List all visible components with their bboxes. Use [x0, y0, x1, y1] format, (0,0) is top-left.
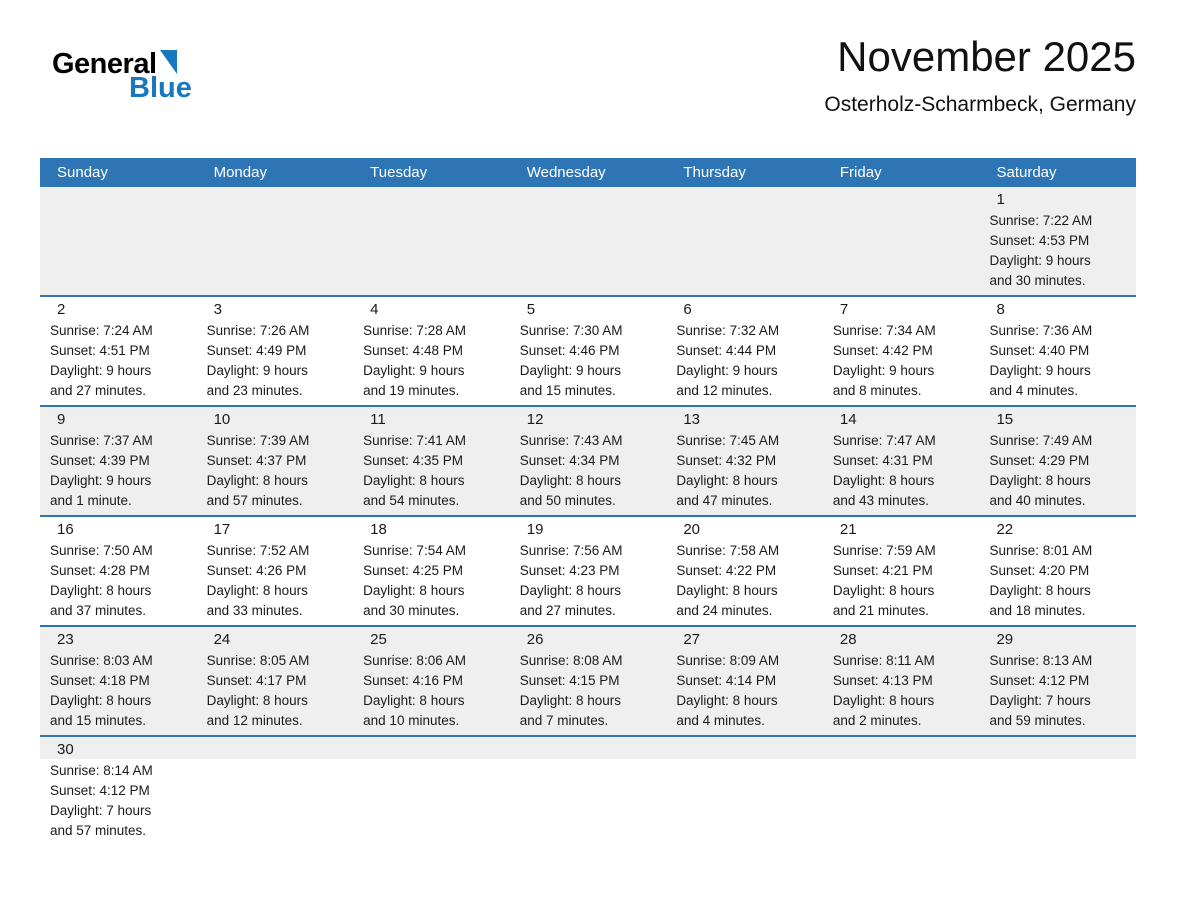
day-cell — [823, 517, 980, 625]
day-cell — [979, 407, 1136, 515]
logo-text-general: General — [52, 48, 157, 80]
day-cell — [666, 627, 823, 735]
day-number: 13 — [683, 411, 700, 428]
daylight-line-1: Daylight: 8 hours — [519, 693, 622, 708]
daylight-line-1: Daylight: 8 hours — [676, 583, 778, 598]
day-number: 25 — [370, 631, 387, 648]
sunset-text: Sunset: 4:40 PM — [989, 343, 1090, 358]
daylight-line-2: and 27 minutes. — [519, 603, 616, 618]
empty-day-cell — [823, 737, 980, 845]
daylight-line-2: and 7 minutes. — [519, 713, 609, 728]
daylight-line-1: Daylight: 8 hours — [832, 583, 935, 598]
sunset-text: Sunset: 4:39 PM — [50, 453, 150, 468]
day-number: 2 — [57, 301, 66, 318]
day-cell — [40, 737, 197, 845]
day-number: 14 — [839, 411, 857, 428]
weekday-label: Monday — [213, 164, 267, 181]
sunset-text: Sunset: 4:53 PM — [989, 233, 1090, 248]
weekday-label: Friday — [839, 164, 882, 181]
sunset-text: Sunset: 4:18 PM — [50, 673, 150, 688]
day-cell — [353, 517, 510, 625]
calendar — [40, 158, 1136, 845]
day-cell — [510, 297, 667, 405]
daylight-line-1: Daylight: 8 hours — [989, 583, 1091, 598]
empty-day-cell — [353, 737, 510, 845]
sunrise-text: Sunrise: 8:06 AM — [363, 653, 466, 668]
day-cell — [40, 297, 197, 405]
daylight-line-2: and 57 minutes. — [50, 823, 147, 838]
daylight-line-2: and 12 minutes. — [676, 383, 773, 398]
sunrise-text: Sunrise: 7:32 AM — [676, 323, 780, 338]
day-number: 23 — [57, 631, 74, 648]
sunrise-text: Sunrise: 7:49 AM — [989, 433, 1093, 448]
sunset-text: Sunset: 4:29 PM — [989, 453, 1090, 468]
week-row — [40, 735, 1136, 845]
daylight-line-2: and 33 minutes. — [206, 603, 303, 618]
daylight-line-1: Daylight: 9 hours — [832, 363, 935, 378]
daylight-line-1: Daylight: 8 hours — [676, 693, 778, 708]
daylight-line-1: Daylight: 9 hours — [989, 253, 1091, 268]
sunset-text: Sunset: 4:28 PM — [50, 563, 150, 578]
sunrise-text: Sunrise: 8:08 AM — [519, 653, 623, 668]
sunrise-text: Sunrise: 7:41 AM — [363, 433, 466, 448]
day-number: 6 — [683, 301, 692, 318]
daylight-line-1: Daylight: 8 hours — [206, 473, 308, 488]
sunset-text: Sunset: 4:46 PM — [519, 343, 620, 358]
day-number: 10 — [213, 411, 231, 428]
daylight-line-1: Daylight: 8 hours — [206, 693, 308, 708]
sunrise-text: Sunrise: 7:37 AM — [50, 433, 153, 448]
daylight-line-1: Daylight: 8 hours — [363, 583, 465, 598]
daylight-line-2: and 24 minutes. — [676, 603, 773, 618]
week-row — [40, 405, 1136, 515]
day-number: 3 — [213, 301, 222, 318]
sunrise-text: Sunrise: 8:14 AM — [50, 763, 153, 778]
daylight-line-2: and 15 minutes. — [50, 713, 147, 728]
day-cell — [40, 627, 197, 735]
day-number: 27 — [683, 631, 700, 648]
daylight-line-2: and 4 minutes. — [989, 383, 1079, 398]
month-title: November 2025 — [837, 33, 1136, 80]
daylight-line-1: Daylight: 8 hours — [519, 583, 622, 598]
empty-day-cell — [510, 187, 667, 295]
sunrise-text: Sunrise: 8:11 AM — [832, 653, 935, 668]
weekday-label: Saturday — [996, 164, 1057, 181]
daylight-line-1: Daylight: 9 hours — [50, 473, 152, 488]
daylight-line-2: and 15 minutes. — [519, 383, 616, 398]
sunrise-text: Sunrise: 8:05 AM — [206, 653, 310, 668]
daylight-line-1: Daylight: 9 hours — [206, 363, 308, 378]
calendar-weeks — [40, 187, 1136, 845]
daylight-line-2: and 10 minutes. — [363, 713, 460, 728]
sunset-text: Sunset: 4:44 PM — [676, 343, 777, 358]
daylight-line-1: Daylight: 8 hours — [519, 473, 622, 488]
daylight-line-1: Daylight: 8 hours — [676, 473, 778, 488]
logo-text-blue: Blue — [129, 72, 192, 104]
daylight-line-1: Daylight: 9 hours — [989, 363, 1091, 378]
day-number: 8 — [996, 301, 1005, 318]
daylight-line-1: Daylight: 8 hours — [363, 473, 465, 488]
sunset-text: Sunset: 4:34 PM — [519, 453, 620, 468]
empty-day-cell — [666, 187, 823, 295]
sunrise-text: Sunrise: 7:59 AM — [832, 543, 936, 558]
day-number: 12 — [526, 411, 544, 428]
daylight-line-2: and 40 minutes. — [989, 493, 1086, 508]
sunrise-text: Sunrise: 7:36 AM — [989, 323, 1093, 338]
daylight-line-1: Daylight: 9 hours — [676, 363, 778, 378]
day-number: 26 — [526, 631, 544, 648]
day-cell — [510, 517, 667, 625]
day-cell — [823, 297, 980, 405]
day-number: 24 — [213, 631, 231, 648]
sunset-text: Sunset: 4:14 PM — [676, 673, 777, 688]
day-number: 28 — [839, 631, 857, 648]
daylight-line-2: and 19 minutes. — [363, 383, 460, 398]
general-blue-logo — [52, 50, 192, 102]
daylight-line-2: and 4 minutes. — [676, 713, 765, 728]
day-number: 11 — [370, 411, 386, 428]
day-number: 29 — [996, 631, 1014, 648]
empty-day-cell — [40, 187, 197, 295]
daylight-line-2: and 18 minutes. — [989, 603, 1086, 618]
sunset-text: Sunset: 4:25 PM — [363, 563, 463, 578]
sunrise-text: Sunrise: 7:47 AM — [832, 433, 936, 448]
sunset-text: Sunset: 4:12 PM — [50, 783, 150, 798]
day-cell — [979, 517, 1136, 625]
daylight-line-1: Daylight: 8 hours — [989, 473, 1091, 488]
sunrise-text: Sunrise: 8:09 AM — [676, 653, 780, 668]
week-row — [40, 515, 1136, 625]
daylight-line-2: and 47 minutes. — [676, 493, 773, 508]
daylight-line-2: and 30 minutes. — [363, 603, 460, 618]
daylight-line-1: Daylight: 7 hours — [989, 693, 1091, 708]
day-cell — [979, 297, 1136, 405]
title-block — [824, 34, 1136, 117]
day-number: 15 — [996, 411, 1014, 428]
day-number: 18 — [370, 521, 387, 538]
day-cell — [353, 627, 510, 735]
sunset-text: Sunset: 4:26 PM — [206, 563, 307, 578]
sunrise-text: Sunrise: 7:50 AM — [50, 543, 153, 558]
empty-day-cell — [823, 187, 980, 295]
daylight-line-1: Daylight: 9 hours — [519, 363, 622, 378]
sunrise-text: Sunrise: 8:01 AM — [989, 543, 1093, 558]
day-number: 21 — [839, 521, 857, 538]
daylight-line-1: Daylight: 8 hours — [50, 693, 152, 708]
daylight-line-2: and 8 minutes. — [832, 383, 922, 398]
day-cell — [823, 627, 980, 735]
empty-day-cell — [197, 187, 354, 295]
daylight-line-2: and 37 minutes. — [50, 603, 147, 618]
day-number: 7 — [839, 301, 849, 318]
sunset-text: Sunset: 4:16 PM — [363, 673, 463, 688]
sunset-text: Sunset: 4:32 PM — [676, 453, 777, 468]
sunrise-text: Sunrise: 7:54 AM — [363, 543, 466, 558]
daylight-line-1: Daylight: 8 hours — [206, 583, 308, 598]
sunset-text: Sunset: 4:49 PM — [206, 343, 307, 358]
sunrise-text: Sunrise: 7:39 AM — [206, 433, 310, 448]
empty-day-cell — [197, 737, 354, 845]
day-number: 5 — [526, 301, 536, 318]
daylight-line-2: and 59 minutes. — [989, 713, 1086, 728]
sunrise-text: Sunrise: 7:52 AM — [206, 543, 310, 558]
day-cell — [40, 407, 197, 515]
location-subtitle: Osterholz-Scharmbeck, Germany — [824, 93, 1136, 117]
sunrise-text: Sunrise: 7:26 AM — [206, 323, 310, 338]
daylight-line-2: and 12 minutes. — [206, 713, 303, 728]
day-number: 20 — [683, 521, 700, 538]
sunrise-text: Sunrise: 7:43 AM — [519, 433, 623, 448]
sunrise-text: Sunrise: 7:34 AM — [832, 323, 936, 338]
sunrise-text: Sunrise: 7:30 AM — [519, 323, 623, 338]
sunrise-text: Sunrise: 7:22 AM — [989, 213, 1093, 228]
day-cell — [666, 407, 823, 515]
daylight-line-2: and 57 minutes. — [206, 493, 303, 508]
daylight-line-2: and 1 minute. — [50, 493, 132, 508]
day-cell — [979, 627, 1136, 735]
empty-day-cell — [979, 737, 1136, 845]
sunset-text: Sunset: 4:21 PM — [832, 563, 933, 578]
sunset-text: Sunset: 4:42 PM — [832, 343, 933, 358]
daylight-line-2: and 23 minutes. — [206, 383, 303, 398]
day-cell — [666, 517, 823, 625]
day-cell — [40, 517, 197, 625]
day-cell — [823, 407, 980, 515]
week-row — [40, 295, 1136, 405]
empty-day-cell — [666, 737, 823, 845]
day-number: 9 — [57, 411, 66, 428]
day-cell — [666, 297, 823, 405]
daylight-line-1: Daylight: 8 hours — [832, 473, 935, 488]
day-number: 30 — [57, 741, 74, 758]
week-row — [40, 187, 1136, 295]
day-number: 16 — [57, 521, 74, 538]
sunrise-text: Sunrise: 7:58 AM — [676, 543, 780, 558]
logo-triangle-icon — [160, 50, 177, 74]
day-number: 1 — [996, 191, 1005, 208]
sunset-text: Sunset: 4:15 PM — [519, 673, 620, 688]
day-cell — [510, 627, 667, 735]
day-number: 4 — [370, 301, 379, 318]
sunset-text: Sunset: 4:23 PM — [519, 563, 620, 578]
day-number: 19 — [526, 521, 544, 538]
logo-row — [129, 72, 192, 104]
day-cell — [510, 407, 667, 515]
sunset-text: Sunset: 4:17 PM — [206, 673, 307, 688]
daylight-line-1: Daylight: 9 hours — [363, 363, 465, 378]
weekday-label: Thursday — [683, 164, 746, 181]
empty-day-cell — [510, 737, 667, 845]
sunrise-text: Sunrise: 7:56 AM — [519, 543, 623, 558]
daylight-line-2: and 43 minutes. — [832, 493, 929, 508]
sunrise-text: Sunrise: 7:24 AM — [50, 323, 153, 338]
sunrise-text: Sunrise: 8:03 AM — [50, 653, 153, 668]
empty-day-cell — [353, 187, 510, 295]
daylight-line-2: and 30 minutes. — [989, 273, 1086, 288]
sunrise-text: Sunrise: 7:45 AM — [676, 433, 780, 448]
weekday-label: Sunday — [57, 164, 108, 181]
day-cell — [197, 297, 354, 405]
day-cell — [979, 187, 1136, 295]
daylight-line-2: and 54 minutes. — [363, 493, 460, 508]
sunset-text: Sunset: 4:12 PM — [989, 673, 1090, 688]
daylight-line-1: Daylight: 8 hours — [50, 583, 152, 598]
page-header — [0, 0, 1188, 158]
sunset-text: Sunset: 4:13 PM — [832, 673, 933, 688]
daylight-line-1: Daylight: 7 hours — [50, 803, 152, 818]
daylight-line-2: and 50 minutes. — [519, 493, 616, 508]
day-cell — [353, 297, 510, 405]
sunset-text: Sunset: 4:51 PM — [50, 343, 150, 358]
day-cell — [197, 627, 354, 735]
day-cell — [353, 407, 510, 515]
sunrise-text: Sunrise: 8:13 AM — [989, 653, 1093, 668]
weekday-label: Tuesday — [370, 164, 428, 181]
weekday-label: Wednesday — [526, 164, 606, 181]
sunset-text: Sunset: 4:22 PM — [676, 563, 777, 578]
day-cell — [197, 407, 354, 515]
daylight-line-2: and 2 minutes. — [832, 713, 922, 728]
weekday-header — [40, 158, 1136, 187]
day-number: 22 — [996, 521, 1014, 538]
sunset-text: Sunset: 4:20 PM — [989, 563, 1090, 578]
daylight-line-2: and 21 minutes. — [832, 603, 929, 618]
day-number: 17 — [213, 521, 231, 538]
daylight-line-2: and 27 minutes. — [50, 383, 147, 398]
sunset-text: Sunset: 4:35 PM — [363, 453, 463, 468]
sunrise-text: Sunrise: 7:28 AM — [363, 323, 466, 338]
day-cell — [197, 517, 354, 625]
daylight-line-1: Daylight: 9 hours — [50, 363, 152, 378]
sunset-text: Sunset: 4:48 PM — [363, 343, 463, 358]
sunset-text: Sunset: 4:31 PM — [832, 453, 933, 468]
sunset-text: Sunset: 4:37 PM — [206, 453, 307, 468]
daylight-line-1: Daylight: 8 hours — [832, 693, 935, 708]
week-row — [40, 625, 1136, 735]
daylight-line-1: Daylight: 8 hours — [363, 693, 465, 708]
